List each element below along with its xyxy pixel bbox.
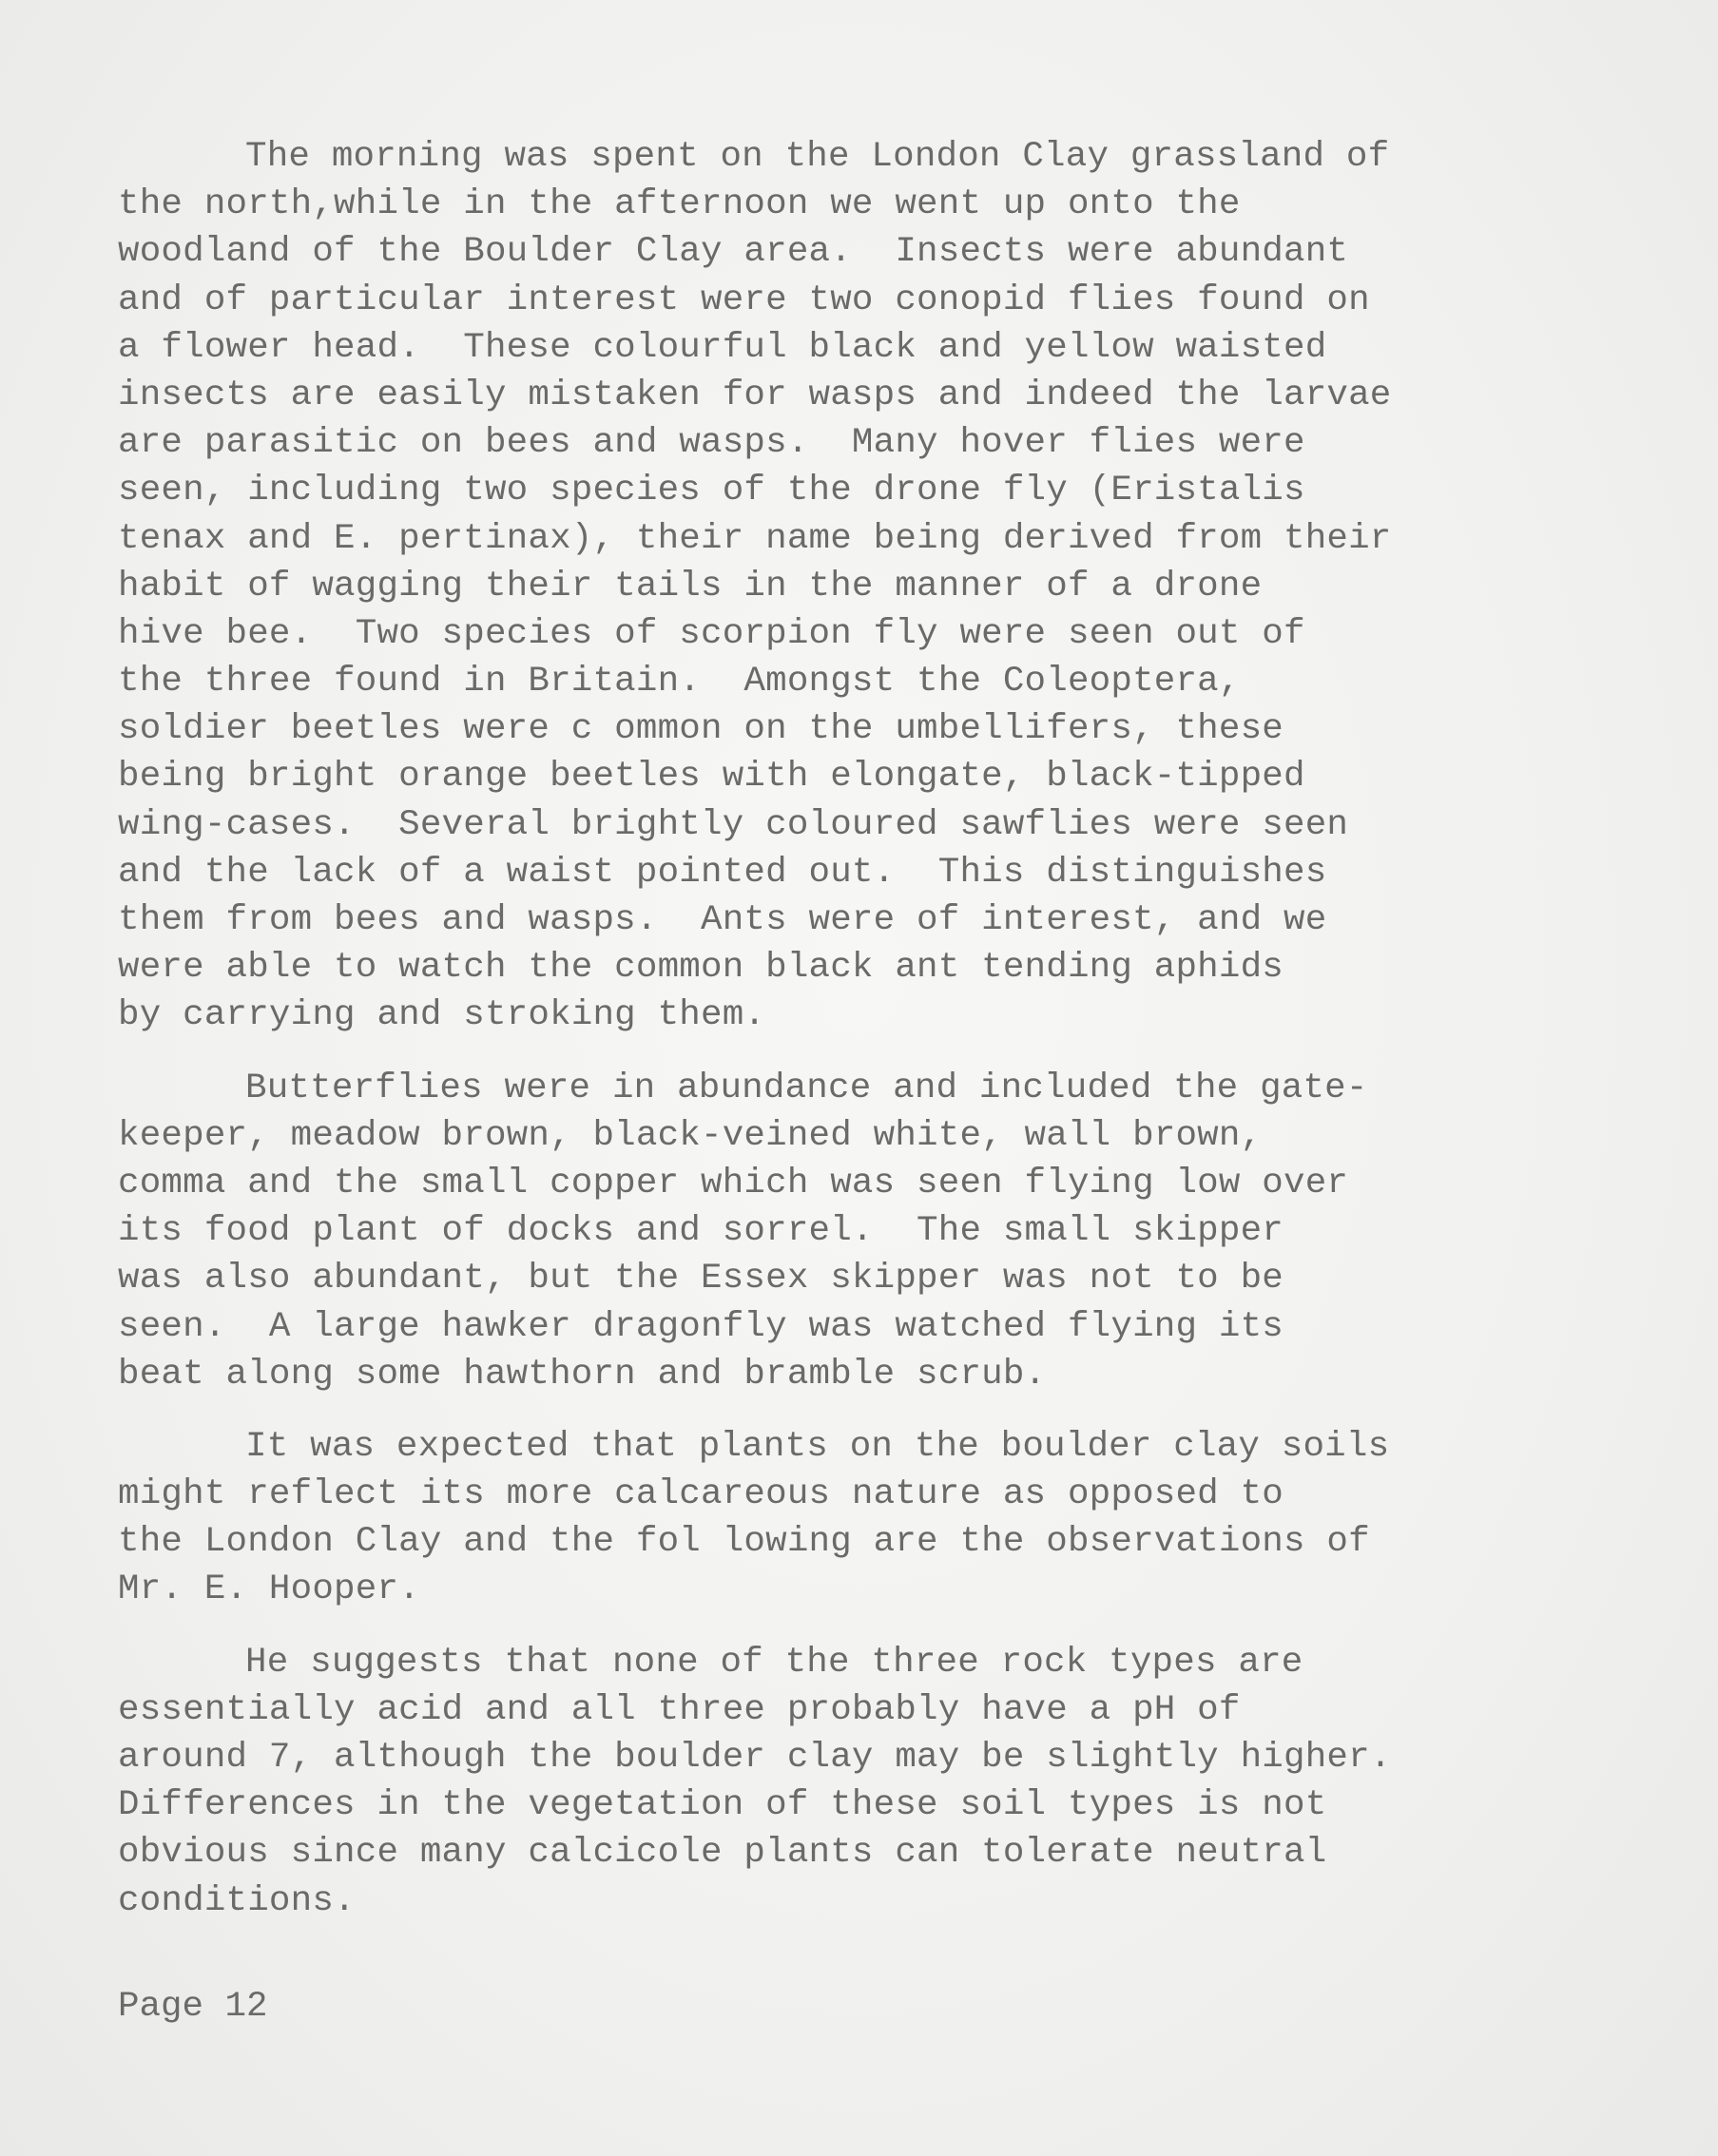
text-line: He suggests that none of the three rock types are xyxy=(245,1642,1303,1683)
paragraph-insects xyxy=(118,133,1639,1040)
text-line: wing-cases. Several brightly coloured sawflies were seen xyxy=(118,804,1349,845)
paragraph-butterflies xyxy=(118,1065,1639,1398)
text-line: a flower head. These colourful black and yellow waisted xyxy=(118,327,1327,368)
text-line: the London Clay and the fol lowing are the observations of xyxy=(118,1522,1370,1563)
text-line: its food plant of docks and sorrel. The small skipper xyxy=(118,1211,1284,1252)
text-line: beat along some hawthorn and bramble scrub. xyxy=(118,1354,1047,1395)
text-line: Mr. E. Hooper. xyxy=(118,1569,420,1610)
text-line: soldier beetles were c ommon on the umbellifers, these xyxy=(118,709,1284,750)
text-line: were able to watch the common black ant tending aphids xyxy=(118,948,1284,989)
text-line: seen, including two species of the drone fly (Eristalis xyxy=(118,471,1305,511)
text-line: might reflect its more calcareous nature as opposed to xyxy=(118,1474,1284,1515)
text-line: habit of wagging their tails in the manner of a drone xyxy=(118,566,1263,606)
paragraph-soils xyxy=(118,1639,1639,1925)
body-text xyxy=(118,133,1639,1925)
text-line: insects are easily mistaken for wasps and indeed the larvae xyxy=(118,375,1392,415)
paragraph-plants xyxy=(118,1423,1639,1614)
text-line: The morning was spent on the London Clay grassland of xyxy=(245,137,1390,177)
text-line: are parasitic on bees and wasps. Many hover flies were xyxy=(118,423,1305,464)
text-line: seen. A large hawker dragonfly was watched flying its xyxy=(118,1306,1284,1347)
text-line: and the lack of a waist pointed out. This distinguishes xyxy=(118,852,1327,893)
text-line: obvious since many calcicole plants can tolerate neutral xyxy=(118,1833,1327,1874)
text-line: them from bees and wasps. Ants were of interest, and we xyxy=(118,900,1327,940)
text-line: woodland of the Boulder Clay area. Insects were abundant xyxy=(118,232,1349,273)
text-line: around 7, although the boulder clay may be slightly higher. xyxy=(118,1738,1392,1778)
text-line: Differences in the vegetation of these soil types is not xyxy=(118,1785,1327,1826)
text-line: by carrying and stroking them. xyxy=(118,995,766,1036)
text-line: essentially acid and all three probably have a pH of xyxy=(118,1689,1241,1730)
text-line: It was expected that plants on the boulder clay soils xyxy=(245,1426,1390,1467)
text-line: the three found in Britain. Amongst the Coleoptera, xyxy=(118,662,1241,703)
text-line: comma and the small copper which was seen flying low over xyxy=(118,1163,1349,1203)
text-line: was also abundant, but the Essex skipper was not to be xyxy=(118,1259,1284,1299)
text-line: hive bee. Two species of scorpion fly were seen out of xyxy=(118,613,1305,654)
text-line: being bright orange beetles with elongate, black-tipped xyxy=(118,757,1305,798)
text-line: the north,while in the afternoon we went up onto the xyxy=(118,184,1241,225)
text-line: keeper, meadow brown, black-veined white, wall brown, xyxy=(118,1115,1263,1156)
text-line: and of particular interest were two conopid flies found on xyxy=(118,279,1370,320)
page-number: Page 12 xyxy=(118,1987,268,2027)
text-line: tenax and E. pertinax), their name being derived from their xyxy=(118,518,1392,559)
text-line: conditions. xyxy=(118,1880,356,1921)
text-line: Butterflies were in abundance and included the gate- xyxy=(245,1068,1368,1108)
